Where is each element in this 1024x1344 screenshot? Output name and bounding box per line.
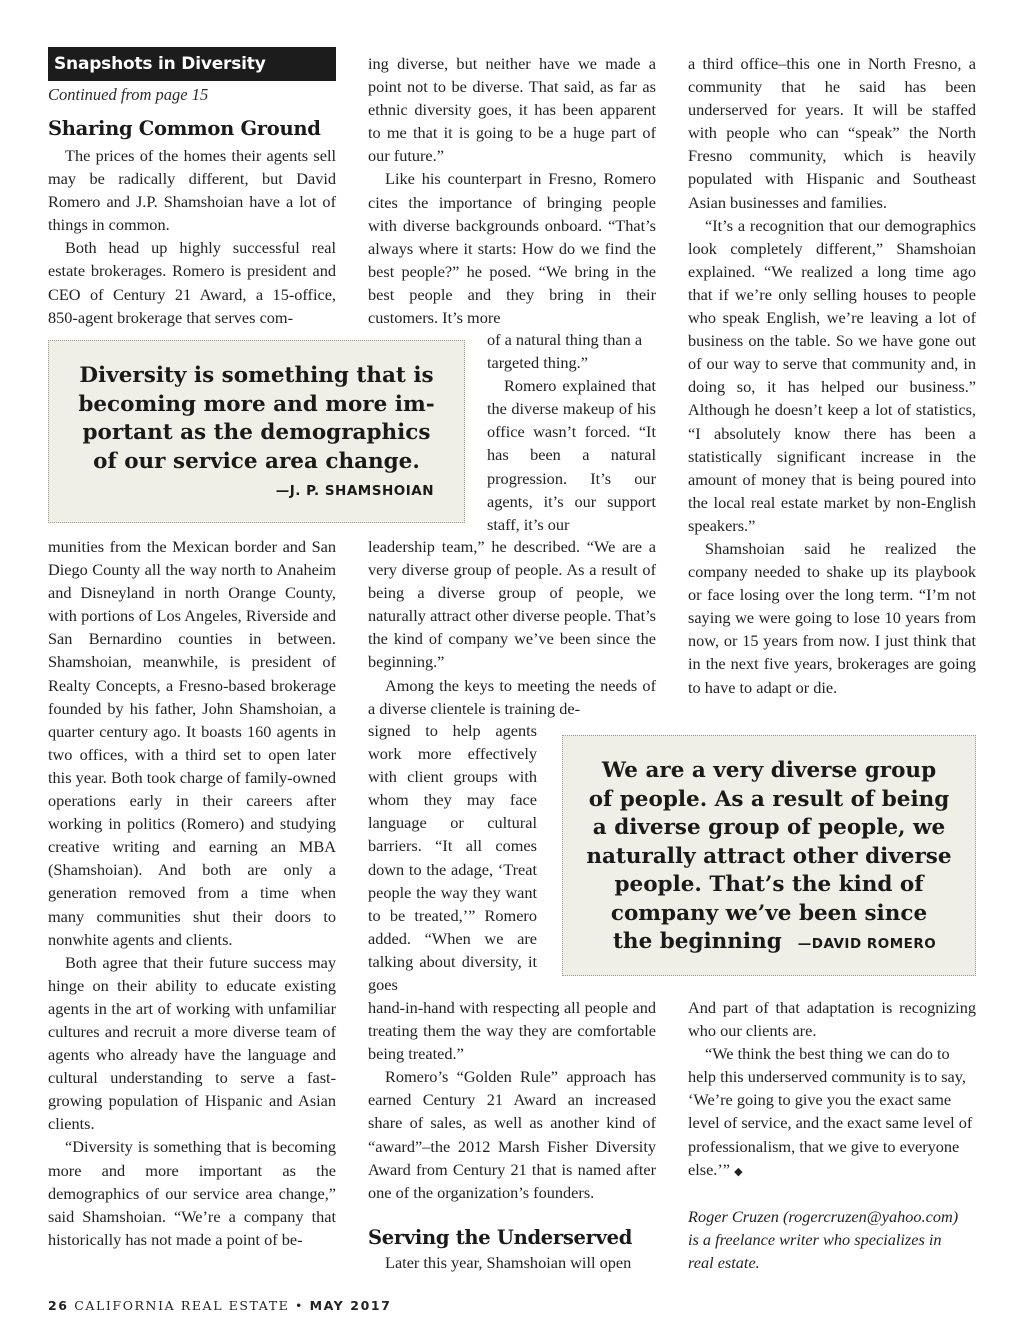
column-2-middle xyxy=(368,535,656,720)
column-2-top xyxy=(368,52,656,329)
paragraph: a third office–this one in North Fresno, a community that he said has been underserved for years. It will be staffed with people who can “speak” the North Fresno community, which is heavily populated with Hispanic and Southeast Asian businesses and families. xyxy=(688,54,976,212)
end-mark-icon: ◆ xyxy=(734,1164,743,1178)
closing-quote-text: “We think the best thing we can do to help this underserved community is to say, ‘We’re going to give you the exact same level of service, and the exact same level of professionalism, that we give to everyone else.’” xyxy=(688,1044,973,1179)
paragraph: “It’s a recognition that our demographics look completely different,” Shamshoian explained. “We realized a long time ago that if we’re only selling houses to people who speak English, we’re leaving a lot of business on the table. So we have gone out of our way to serve that community and, in doing so, it has helped our business.” Although he doesn’t keep a lot of statistics, “I absolutely know there has been a statistically significant increase in the amount of money that is being poured into the local real estate market by non-English speakers.” xyxy=(688,215,976,535)
column-3-lower xyxy=(688,996,976,1183)
section-banner: Snapshots in Diversity xyxy=(48,47,336,81)
bio-line: Roger Cruzen (rogercruzen@yahoo.com) xyxy=(688,1207,959,1226)
pull-quote-line: people. That’s the kind of xyxy=(614,872,924,897)
paragraph: Among the keys to meeting the needs of a diverse clientele is training de- xyxy=(368,675,656,718)
column-2-wrap-right xyxy=(487,328,656,536)
pull-quote-line: Diversity is something that is xyxy=(79,363,434,388)
issue-date: MAY 2017 xyxy=(309,1298,392,1313)
subheading-serving: Serving the Underserved xyxy=(368,1226,633,1249)
pull-quote-line: becoming more and more im- xyxy=(78,391,435,417)
continued-note: Continued from page 15 xyxy=(48,85,209,104)
paragraph: of a natural thing than a targeted thing.” xyxy=(487,330,643,373)
paragraph: Romero explained that the diverse makeup of his office wasn’t forced. “It has been a natural progression. It’s our agents, it’s our support staff, it’s our xyxy=(487,376,656,534)
paragraph xyxy=(688,1042,976,1183)
pull-quote-line: We are a very diverse group xyxy=(601,758,937,783)
column-1-top xyxy=(48,144,336,329)
paragraph: And part of that adaptation is recognizing who our clients are. xyxy=(688,998,976,1041)
bio-line: is a freelance writer who specializes in xyxy=(688,1230,942,1250)
page-number: 26 xyxy=(48,1298,69,1313)
pull-quote-text xyxy=(49,362,464,476)
pull-quote-shamshoian xyxy=(48,340,465,523)
paragraph: Like his counterpart in Fresno, Romero cites the importance of bringing people with diverse backgrounds onboard. “That’s always where it starts: How do we find the best people?” he posed. “We bring in the best people and they bring in their customers. It’s more xyxy=(368,169,656,328)
column-3-top xyxy=(688,52,976,699)
paragraph: The prices of the homes their agents sell may be radically different, but David Romero and J.P. Shamshoian have a lot of things in common. xyxy=(48,146,336,235)
paragraph: “Diversity is something that is becoming more and more important as the demographics of our service area change,” said Shamshoian. “We’re a company that historically has not made a point of be- xyxy=(48,1137,336,1249)
footer-separator: • xyxy=(295,1298,304,1313)
paragraph: Both agree that their future success may hinge on their ability to educate existing agents in the art of working with unfamiliar cultures and recruit a more diverse team of agents who already have the language and cultural understanding to serve a fast-growing population of Hispanic and Asian clients. xyxy=(48,952,336,1134)
paragraph: signed to help agents work more effectively with client groups with whom they may face language or cultural barriers. “It all comes down to the adage, ‘Treat people the way they want to be treated,’” Romero added. “When we are talking about diversity, it goes xyxy=(368,721,537,995)
pull-quote-line: the beginning xyxy=(613,929,782,954)
paragraph: ing diverse, but neither have we made a point not to be diverse. That said, as far as ethnic diversity goes, it has been apparent to me that it is going to be a huge part of our future.” xyxy=(368,54,656,166)
pull-quote-line: of our service area change. xyxy=(93,448,420,474)
pull-quote-romero xyxy=(562,735,976,976)
column-2-lower xyxy=(368,996,656,1204)
paragraph: Later this year, Shamshoian will open xyxy=(385,1253,632,1272)
pull-quote-text xyxy=(563,757,975,928)
publication-name: CALIFORNIA REAL ESTATE xyxy=(74,1298,290,1313)
pull-quote-attribution: —J. P. SHAMSHOIAN xyxy=(275,483,434,499)
column-1-lower xyxy=(48,535,336,1251)
pull-quote-line: naturally attract other diverse xyxy=(586,843,952,869)
pull-quote-last-line xyxy=(613,928,936,957)
paragraph: munities from the Mexican border and San Diego County all the way north to Anaheim and Disneyland in north Orange County, with portions of Los Angeles, Riverside and San Bernardino counties in between. Shamshoian, meanwhile, is president of Realty Concepts, a Fresno-based brokerage founded by his father, John Shamshoian, a quarter century ago. It boasts 160 agents in two offices, with a third set to open later this year. Both took charge of family-owned operations early in their careers after working in politics (Romero) and studying creative writing and earning an MBA (Shamshoian). And both are only a generation removed from a time when many communities shut their doors to nonwhite agents and clients. xyxy=(48,537,336,949)
page-footer xyxy=(48,1298,391,1313)
pull-quote-line: a diverse group of people, we xyxy=(592,815,946,840)
author-bio xyxy=(688,1205,988,1274)
paragraph: Shamshoian said he realized the company needed to shake up its playbook or face losing over the long term. “I’m not saying we were going to lose 10 years from now, or 15 years from now. I just think that in the next five years, brokerages are going to have to adapt or die. xyxy=(688,538,976,697)
paragraph: Romero’s “Golden Rule” approach has earned Century 21 Award an increased share of sales, as well as another kind of “award”–the 2012 Marsh Fisher Diversity Award from Century 21 that is named after one of the organization’s founders. xyxy=(368,1067,656,1202)
paragraph: Both head up highly successful real estate brokerages. Romero is president and CEO of Century 21 Award, a 15-office, 850-agent brokerage that serves com- xyxy=(48,238,336,327)
column-2-wrap-left xyxy=(368,719,537,996)
pull-quote-line: of people. As a result of being xyxy=(588,786,950,812)
pull-quote-attribution: —DAVID ROMERO xyxy=(797,936,937,952)
pull-quote-line: company we’ve been since xyxy=(610,900,928,926)
pull-quote-line: portant as the demographics xyxy=(82,420,431,445)
subheading-sharing: Sharing Common Ground xyxy=(48,117,321,140)
bio-line: real estate. xyxy=(688,1253,760,1273)
paragraph: leadership team,” he described. “We are a very diverse group of people. As a result of being a diverse group of people, we naturally attract other diverse people. That’s the kind of company we’ve been since the beginning.” xyxy=(368,537,656,672)
column-2-end xyxy=(368,1251,656,1274)
paragraph: hand-in-hand with respecting all people and treating them the way they are comfortable being treated.” xyxy=(368,998,656,1064)
